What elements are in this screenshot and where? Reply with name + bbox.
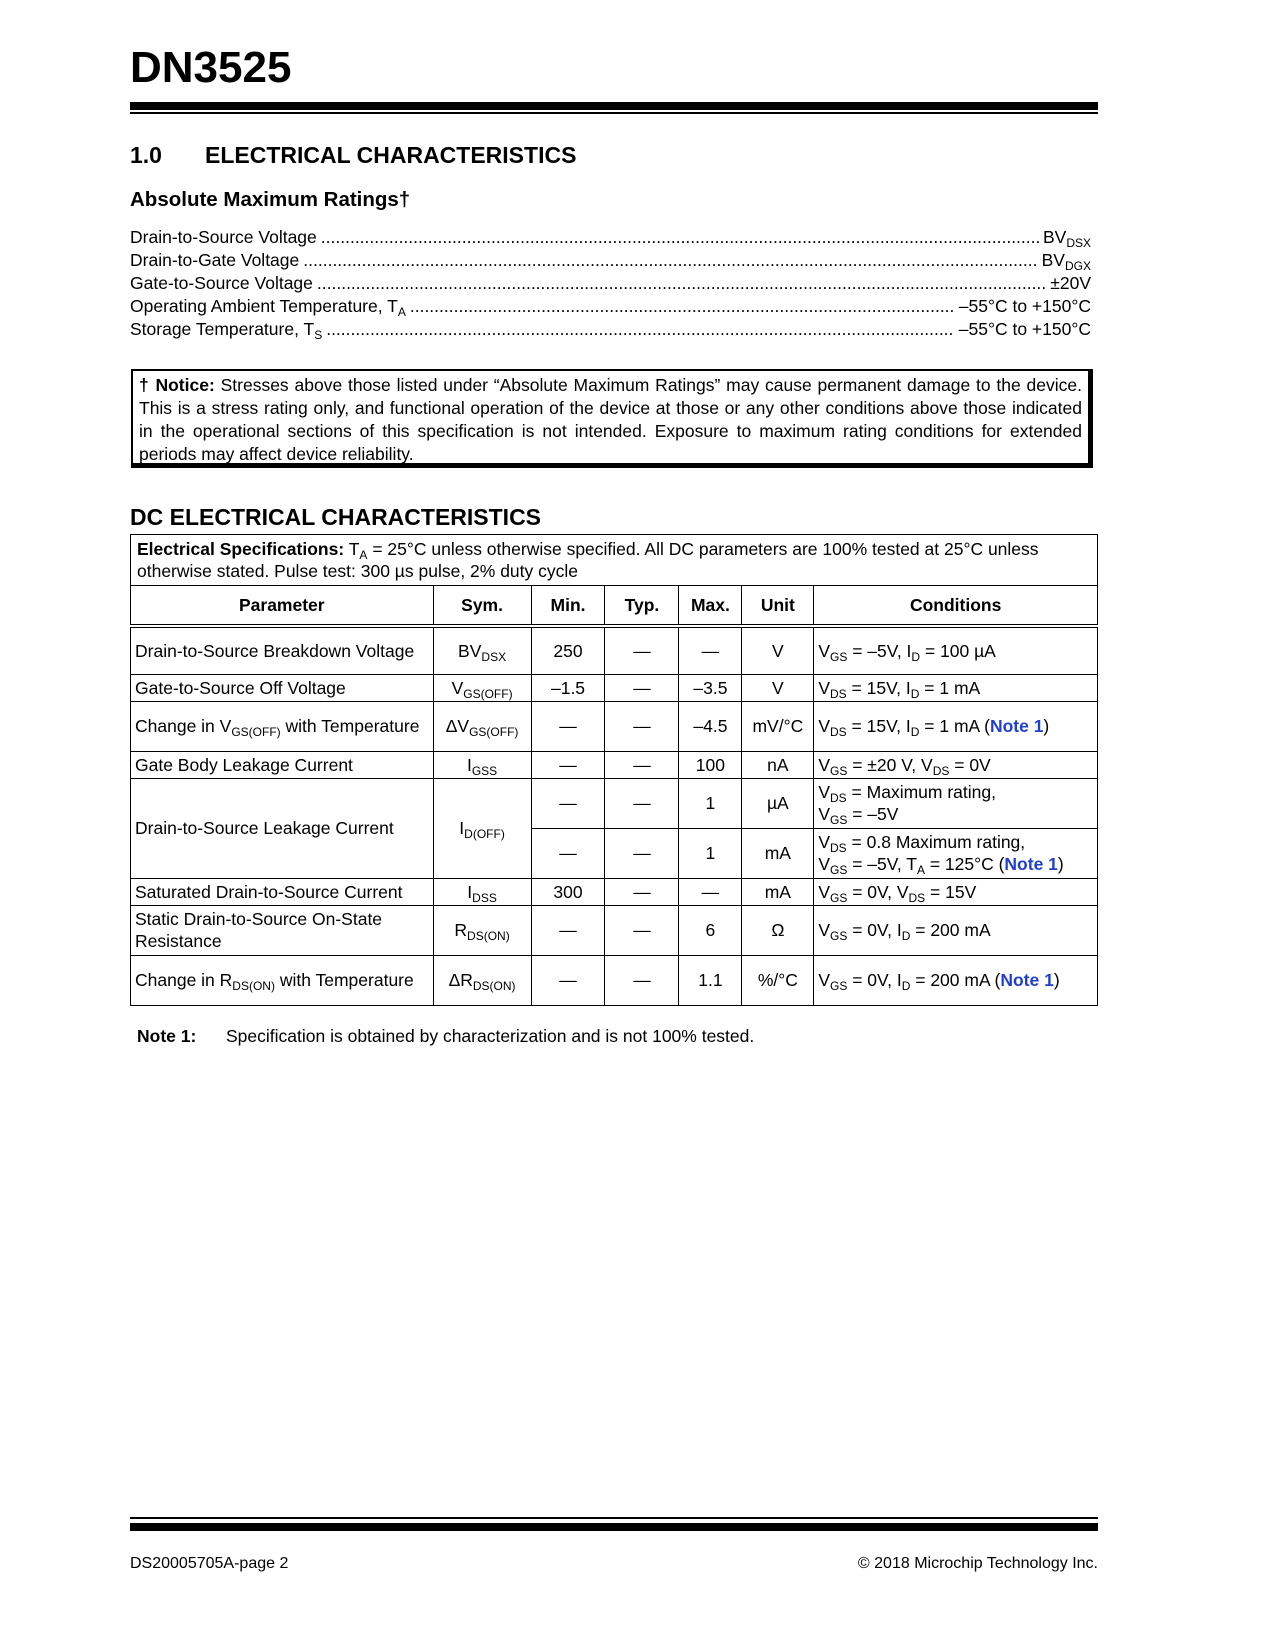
table-row: Gate-to-Source Off Voltage $V_{GS(OFF)}$ –1.5 — –3.5 V $V_{DS} = 15V$, $I_D = 1$ mA (131, 674, 1098, 701)
footer-copyright: © 2018 Microchip Technology Inc. (857, 1555, 1098, 1572)
abs-max-title: Absolute Maximum Ratings† (130, 188, 411, 211)
col-header-unit: Unit (742, 586, 814, 627)
dc-characteristics-table (130, 534, 1098, 1006)
section-title: ELECTRICAL CHARACTERISTICS (205, 142, 577, 168)
dc-characteristics-title: DC ELECTRICAL CHARACTERISTICS (130, 504, 542, 530)
col-header-conditions: Conditions (814, 586, 1098, 627)
rating-row: Drain-to-Source Voltage ..... $BV_{DSX}$ (130, 226, 1091, 249)
table-header-row (131, 586, 1098, 627)
note-1-link[interactable]: Note 1 (1000, 970, 1054, 990)
electrical-specifications: Electrical Specifications: $T_A = 25^\circ C$ unless otherwise specified. All DC parameters are 100% tested at 25°C unless otherwise stated. Pulse test: 300 µs pulse, 2% duty cycle (131, 535, 1098, 586)
dot-leader (410, 295, 955, 318)
abs-max-ratings-list (130, 226, 1091, 341)
dot-leader (326, 318, 955, 341)
table-row: Gate Body Leakage Current $I_{GSS}$ — — 100 nA $V_{GS} = \pm 20$ V, $V_{DS} = 0V$ (131, 751, 1098, 778)
col-header-sym: Sym. (433, 586, 531, 627)
notice-lead: † Notice: (139, 375, 215, 395)
rating-row: Drain-to-Gate Voltage ..... $BV_{DGX}$ (130, 249, 1091, 272)
header-rule-thick (130, 102, 1098, 110)
document-title: DN3525 (130, 43, 292, 92)
spec-row (131, 535, 1098, 586)
table-row: Drain-to-Source Breakdown Voltage $BV_{DSX}$ 250 — — V $V_{GS} = -5V$, $I_D = 100$ µA (131, 626, 1098, 674)
note-text: Specification is obtained by characterization and is not 100% tested. (226, 1026, 755, 1046)
table-row: Saturated Drain-to-Source Current $I_{DSS}$ 300 — — mA $V_{GS} = 0V$, $V_{DS} = 15V$ (131, 878, 1098, 905)
col-header-typ: Typ. (605, 586, 679, 627)
header-rule-thin (130, 112, 1098, 114)
rating-row: Storage Temperature, $T_S$ ..... –55°C to +150°C (130, 318, 1091, 341)
dot-leader (317, 272, 1046, 295)
footer-rule-thin (130, 1517, 1098, 1519)
rating-row: Gate-to-Source Voltage ..... ±20V (130, 272, 1091, 295)
col-header-max: Max. (679, 586, 742, 627)
table-row: Change in $V_{GS(OFF)}$ with Temperature $\Delta V_{GS(OFF)}$ — — –4.5 mV/°C $V_{DS} = 15V$, $I_D = 1$ mA (Note 1) (131, 701, 1098, 751)
table-row: Drain-to-Source Leakage Current $I_{D(OFF)}$ — — 1 µA $V_{DS}$ = Maximum rating, $V_{GS} = -5V$ (131, 778, 1098, 828)
dot-leader (303, 249, 1037, 272)
notice-text: Stresses above those listed under “Absolute Maximum Ratings” may cause permanent damage to the device. This is a stress rating only, and functional operation of the device at those or any other conditions above those indicated in the operational sections of this specification is not intended. Exposure to maximum rating conditions for extended periods may affect device reliability. (139, 375, 1082, 464)
rating-row: Operating Ambient Temperature, $T_A$ ..... –55°C to +150°C (130, 295, 1091, 318)
footer-doc-id: DS20005705A-page 2 (130, 1555, 289, 1572)
table-row: — — 1 mA $V_{DS} = 0.8$ Maximum rating, $V_{GS} = -5V$, $T_A = 125^\circ C$ (Note 1) (131, 828, 1098, 878)
section-number: 1.0 (130, 142, 162, 168)
dot-leader (321, 226, 1039, 249)
note-1-link[interactable]: Note 1 (989, 716, 1044, 736)
note-1-link[interactable]: Note 1 (1004, 854, 1058, 874)
footer-rule-thick (130, 1523, 1098, 1531)
col-header-parameter: Parameter (131, 586, 434, 627)
table-note (137, 1024, 754, 1048)
table-row: Static Drain-to-Source On-State Resistance $R_{DS(ON)}$ — — 6 Ω $V_{GS} = 0V$, $I_D = 200$ mA (131, 905, 1098, 955)
section-heading (130, 140, 576, 170)
col-header-min: Min. (531, 586, 605, 627)
table-row: Change in $R_{DS(ON)}$ with Temperature $\Delta R_{DS(ON)}$ — — 1.1 %/°C $V_{GS} = 0V$, $I_D = 200$ mA (Note 1) (131, 955, 1098, 1005)
note-label: Note 1: (137, 1026, 197, 1046)
notice-box (131, 369, 1093, 468)
